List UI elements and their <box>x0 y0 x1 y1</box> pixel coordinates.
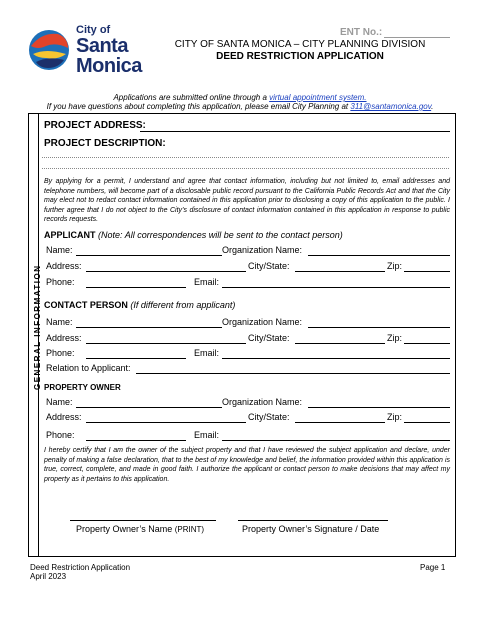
intro-line-1-text: Applications are submitted online through a <box>113 93 267 102</box>
owner-phone-label: Phone: <box>46 430 75 440</box>
contact-phone-field[interactable] <box>86 358 186 359</box>
applicant-org-label: Organization Name: <box>222 245 303 255</box>
contact-org-field[interactable] <box>308 327 450 328</box>
logo-text-line3: Monica <box>76 55 142 77</box>
applicant-name-field[interactable] <box>76 255 222 256</box>
intro-line-2-end: . <box>431 102 434 111</box>
owner-print-name-field[interactable] <box>70 520 216 521</box>
certification-text: I hereby certify that I am the owner of the subject property and that I have reviewed the subject application and declare, under penalty of making a false declaration, that to the best of my knowledge and belief, the information provided within this application is true, correct, complete, and made in good faith. I authorize the applicant or contact person to make decisions that may affect my property as it pertains to this application. <box>44 447 450 483</box>
footer-page-number: Page 1 <box>420 563 446 572</box>
contact-email-label: Email: <box>194 348 220 358</box>
contact-org-label: Organization Name: <box>222 317 303 327</box>
applicant-note: (Note: All correspondences will be sent to the contact person) <box>98 230 343 240</box>
applicant-zip-label: Zip: <box>387 261 403 271</box>
applicant-citystate-field[interactable] <box>295 271 385 272</box>
owner-email-label: Email: <box>194 430 220 440</box>
owner-zip-field[interactable] <box>404 422 450 423</box>
owner-address-label: Address: <box>46 412 82 422</box>
owner-print-name-label: Property Owner’s Name <box>76 524 173 534</box>
owner-heading: PROPERTY OWNER <box>44 383 121 392</box>
owner-name-field[interactable] <box>76 407 222 408</box>
applicant-address-field[interactable] <box>86 271 246 272</box>
owner-email-field[interactable] <box>222 440 450 441</box>
owner-print-name-suffix: (PRINT) <box>174 525 205 534</box>
owner-signature-caption: Property Owner’s Signature / Date <box>242 524 380 534</box>
contact-relation-label: Relation to Applicant: <box>46 363 131 373</box>
applicant-heading-text: APPLICANT <box>44 230 96 240</box>
contact-name-field[interactable] <box>76 327 222 328</box>
footer-date: April 2023 <box>30 572 67 581</box>
applicant-address-label: Address: <box>46 261 82 271</box>
project-address-field[interactable] <box>140 131 450 132</box>
contact-citystate-label: City/State: <box>248 333 290 343</box>
applicant-org-field[interactable] <box>308 255 450 256</box>
owner-org-label: Organization Name: <box>222 397 303 407</box>
city-seal-icon <box>28 24 70 76</box>
owner-org-field[interactable] <box>308 407 450 408</box>
virtual-appointment-link[interactable]: virtual appointment system. <box>269 93 367 102</box>
applicant-email-label: Email: <box>194 277 220 287</box>
page-title: DEED RESTRICTION APPLICATION <box>216 51 384 62</box>
owner-signature-field[interactable] <box>238 520 388 521</box>
owner-address-field[interactable] <box>86 422 246 423</box>
applicant-zip-field[interactable] <box>404 271 450 272</box>
contact-zip-label: Zip: <box>387 333 403 343</box>
ent-number-field[interactable] <box>384 37 450 38</box>
disclosure-text: By applying for a permit, I understand and agree that contact information, including but not limited to, email addresses and telephone numbers, will become part of a disclosable public record pursuant to the California Public Records Act and that the City may elect not to redact contact information contained in this application prior to disclosing a copy of this application to the public. I further agree that I do not object to the City’s disclosure of contact information contained in this application in response to public records requests. <box>44 178 450 223</box>
footer-doc-name: Deed Restriction Application <box>30 563 131 572</box>
contact-note: (If different from applicant) <box>130 300 236 310</box>
logo-text-line1: City of <box>76 24 111 36</box>
project-description-line-1[interactable] <box>42 157 449 158</box>
division-name: CITY OF SANTA MONICA – CITY PLANNING DIVISION <box>174 39 426 50</box>
intro-line-1 <box>30 93 450 102</box>
contact-email-field[interactable] <box>222 358 450 359</box>
owner-zip-label: Zip: <box>387 412 403 422</box>
owner-citystate-label: City/State: <box>248 412 290 422</box>
applicant-name-label: Name: <box>46 245 73 255</box>
applicant-phone-field[interactable] <box>86 287 186 288</box>
project-address-label: PROJECT ADDRESS: <box>44 120 146 131</box>
contact-heading-text: CONTACT PERSON <box>44 300 128 310</box>
contact-heading <box>44 300 235 310</box>
project-description-label: PROJECT DESCRIPTION: <box>44 138 166 149</box>
contact-citystate-field[interactable] <box>295 343 385 344</box>
contact-address-field[interactable] <box>86 343 246 344</box>
owner-phone-field[interactable] <box>86 440 186 441</box>
contact-relation-field[interactable] <box>136 373 450 374</box>
contact-zip-field[interactable] <box>404 343 450 344</box>
owner-name-label: Name: <box>46 397 73 407</box>
contact-name-label: Name: <box>46 317 73 327</box>
contact-phone-label: Phone: <box>46 348 75 358</box>
owner-citystate-field[interactable] <box>295 422 385 423</box>
email-link[interactable]: 311@santamonica.gov <box>350 102 432 111</box>
owner-print-name-caption <box>76 524 204 534</box>
ent-number-label: ENT No.: <box>340 27 383 38</box>
applicant-phone-label: Phone: <box>46 277 75 287</box>
applicant-citystate-label: City/State: <box>248 261 290 271</box>
intro-line-2-text: If you have questions about completing this application, please email City Planning at <box>46 102 349 111</box>
intro-line-2 <box>30 102 450 111</box>
project-description-line-2[interactable] <box>42 168 449 169</box>
contact-address-label: Address: <box>46 333 82 343</box>
city-logo <box>28 22 153 82</box>
applicant-heading <box>44 230 343 240</box>
logo-text-line2: Santa <box>76 35 128 57</box>
applicant-email-field[interactable] <box>222 287 450 288</box>
